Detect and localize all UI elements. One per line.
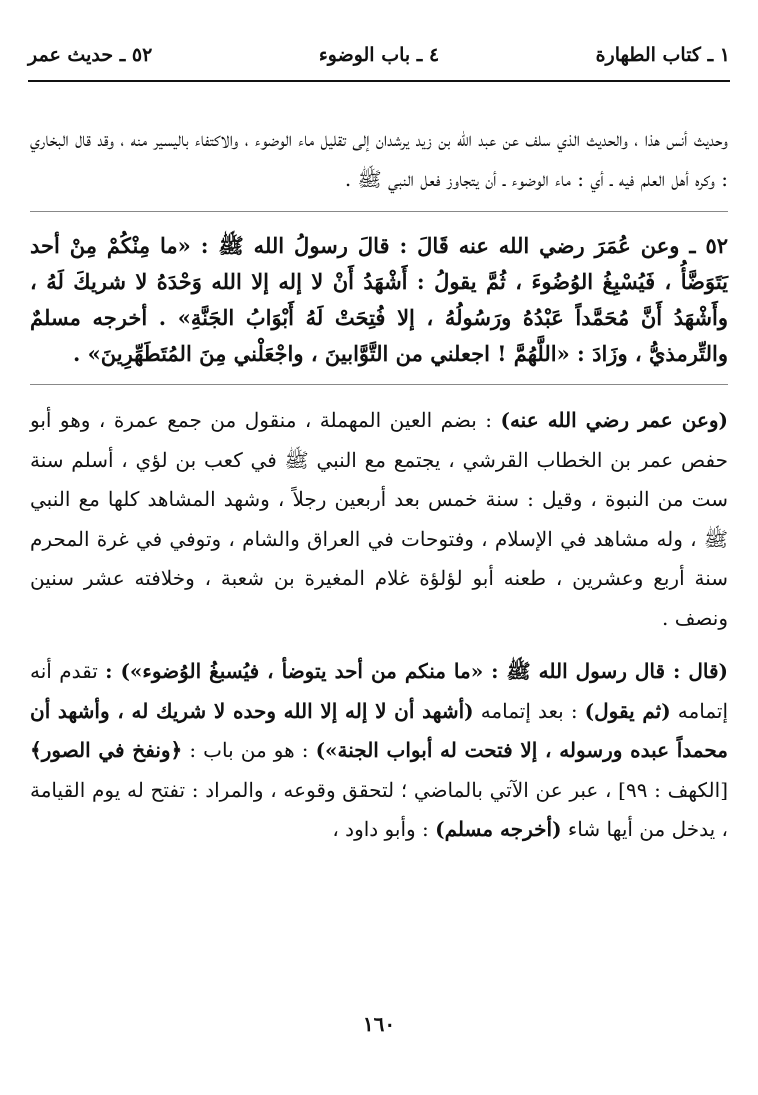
- quoted-phrase: (ثم يقول): [584, 698, 671, 723]
- hadith-text: ٥٢ ـ وعن عُمَرَ رضي الله عنه قَالَ : قالَ رسولُ الله ﷺ : «ما مِنْكُمْ مِنْ أحد يَتَوَضَّأُ ، فَيُسْبِغُ الوُضُوءَ ، ثُمَّ يقولُ : أَشْهَدُ أَنْ لا إله إلا الله وَحْدَهُ لا شريكَ لَهُ ، وأَشْهَدُ أَنَّ مُحَمَّداً عَبْدُهُ ورَسُولُهُ ، إلا فُتِحَتْ لَهُ أَبْوَابُ الجَنَّةِ» . أخرجه مسلمٌ والتِّرمذيُّ ، وزَادَ : «اللَّهُمَّ ! اجعلني من التَّوَّابينَ ، واجْعَلْني مِنَ المُتَطَهِّرِينَ» .: [30, 233, 728, 366]
- quran-quote: ﴿ونفخ في الصور﴾: [30, 738, 183, 762]
- commentary-paragraph-1: وحديث أنس هذا ، والحديث الذي سلف عن عبد الله بن زيد يرشدان إلى تقليل ماء الوضوء ، والاكتفاء باليسير منه ، وقد قال البخاري : وكره أهل العلم فيه ـ أي : ماء الوضوء ـ أن يتجاوز فعل النبي ﷺ .: [30, 127, 728, 191]
- quoted-phrase: (أخرجه مسلم): [435, 817, 562, 841]
- header-book-title: ١ ـ كتاب الطهارة: [595, 44, 730, 66]
- narrator-lead: (وعن عمر رضي الله عنه): [500, 408, 728, 432]
- section-divider: [30, 211, 728, 212]
- page-body: [30, 120, 728, 850]
- quoted-phrase: (أشهد أن لا إله إلا الله وحده لا شريك له ، وأشهد أن محمداً عبده ورسوله ، إلا فتحت له أبواب الجنة»): [30, 698, 728, 762]
- header-hadith-title: ٥٢ ـ حديث عمر: [28, 44, 153, 66]
- commentary-text: [الكهف : ٩٩] ، عبر عن الآتي بالماضي ؛ لتحقق وقوعه ، والمراد : تفتح له يوم القيامة ، يدخل من أيها شاء: [30, 777, 728, 841]
- commentary-text: : بعد إتمامه: [473, 698, 585, 723]
- running-header: [28, 40, 730, 80]
- commentary-text: : هو من باب :: [182, 738, 316, 762]
- commentary-text: تقدم أنه إتمامه: [30, 659, 729, 723]
- header-chapter-title: ٤ ـ باب الوضوء: [318, 44, 440, 66]
- commentary-paragraph-2: [30, 401, 728, 638]
- narrator-biography: : بضم العين المهملة ، منقول من جمع عمرة ، وهو أبو حفص عمر بن الخطاب القرشي ، يجتمع مع النبي ﷺ في كعب بن لؤي ، أسلم سنة ست من النبوة ، وقيل : سنة خمس بعد أربعين رجلاً ، وشهد المشاهد كلها مع النبي ﷺ ، وله مشاهد في الإسلام ، وفتوحات في العراق والشام ، وتوفي في غرة المحرم سنة أربع وعشرين ، طعنه أبو لؤلؤة غلام المغيرة بن شعبة ، وخلافته عشر سنين ونصف .: [30, 408, 728, 630]
- quoted-hadith-lead: (قال : قال رسول الله ﷺ : «ما منكم من أحد يتوضأ ، فيُسبغُ الوُضوء») :: [105, 659, 728, 683]
- commentary-paragraph-3: [30, 652, 728, 850]
- header-divider: [28, 80, 730, 82]
- page-number: ١٦٠: [362, 1012, 396, 1036]
- commentary-text: : وأبو داود ،: [332, 817, 436, 841]
- section-divider: [30, 384, 728, 385]
